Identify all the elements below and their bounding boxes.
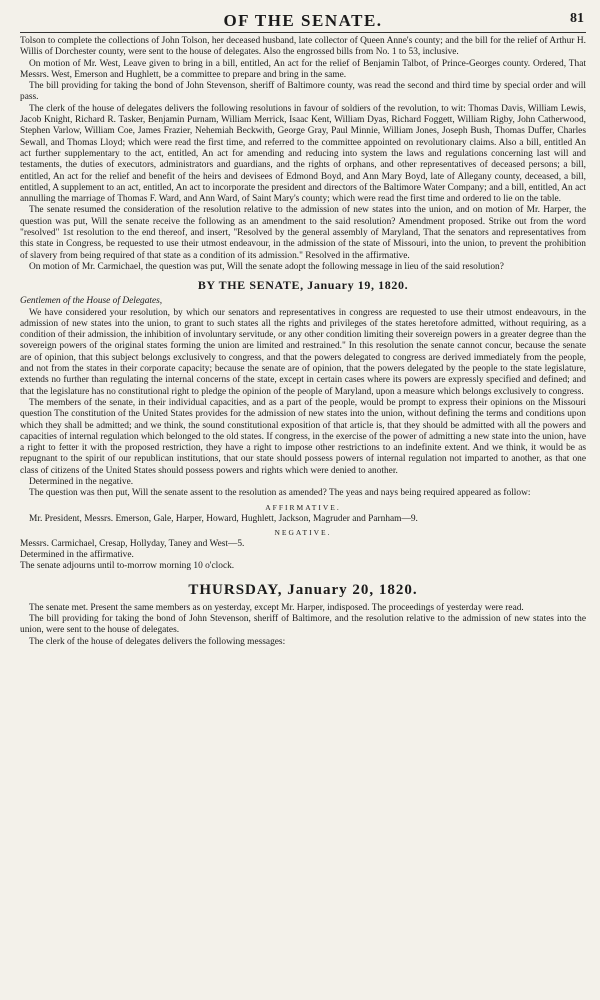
paragraph: The clerk of the house of delegates delivers the following resolutions in favour of soldiers of the revolution, to wit: Thomas Davis, William Lewis, Jacob Knight, Richard R. Tasker, Benjamin Purnam, William Merrick, Isaac Kent, William Dyas, Richard Foggett, William Rigby, John Catherwood, Stephen Varlow, William Coe, James Frazier, Nehemiah Beckwith, George Gray, Paul Minnie, William Jones, Joseph Bush, Thomas Duffer, Charles Sewall, and Thomas Lloyd; which were read the first time, and referred to the committee appointed on revolutionary claims. Also a bill, entitled An act further supplementary to the act, entitled, An act for amending and reducing into system the laws and regulations concerning last will and testaments, the duties of executors, administrators and guardians, and the rights of orphans, and other representatives of deceased persons; a bill, entitled, An act for the relief and benefit of the heirs and devisees of Edmond Boyd, and Ann Mary Boyd, late of Allegany county, deceased, a bill, entitled, A supplement to an act, entitled, An act to incorporate the president and directors of the Baltimore Water Company; and a bill, entitled, An act annulling the marriage of Thomas F. Ward, and Ann Ward, of Saint Mary's county; which were read the first time and ordered to lie on the table.	[20, 103, 586, 205]
paragraph: The senate resumed the consideration of the resolution relative to the admission of new states into the union, and on motion of Mr. Harper, the question was put, Will the senate receive the following as an amendment to the said resolution? Amendment proposed. Strike out from the word "resolved" 1st resolution to the end thereof, and insert, "Resolved by the general assembly of Maryland, That the senators and representatives from this state in Congress, be requested to use their utmost endeavour, in the admission of the state of Missouri, into the union, to prevent the prohibition of slavery from being required of that state as a condition of its admission." Resolved in the affirmative.	[20, 205, 586, 261]
negative-label: NEGATIVE.	[274, 527, 332, 537]
section-heading: THURSDAY, January 20, 1820.	[188, 581, 418, 598]
page-header	[20, 8, 586, 33]
page-number: 81	[570, 11, 584, 26]
paragraph: The members of the senate, in their individual capacities, and as a part of the people, would be prompt to express their opinions on the Missouri question The constitution of the United States provides for the admission of new states into the union, without defining the terms and conditions upon which they shall be admitted; and we think, the sound constitutional exposition of that article is, that they should be admitted with all the powers and capacities of internal regulation which belonged to the old states. If congress, in the exercise of the power of admitting a new state into the union, have a right to fetter it with the proposed restriction, they have a right to impose other restrictions to an indefinite extent. And we think, it would be as repugnant to the spirit of our republican institutions, that our state should possess powers of internal regulation not imparted to another, as that one class of citizens of the United States should possess powers and rights which were denied to another.	[20, 397, 586, 476]
affirmative-names: Mr. President, Messrs. Emerson, Gale, Harper, Howard, Hughlett, Jackson, Magruder and Parnham—9.	[29, 513, 418, 524]
paragraph: The question was then put, Will the senate assent to the resolution as amended? The yeas and nays being required appeared as follow:	[29, 488, 531, 499]
running-head: OF THE SENATE.	[223, 11, 383, 30]
journal-body	[20, 36, 586, 648]
paragraph: On motion of Mr. West, Leave given to bring in a bill, entitled, An act for the relief of Benjamin Talbot, of Prince-Georges county. Ordered, That Messrs. West, Emerson and Hughlett, be a committee to prepare and bring in the same.	[20, 58, 586, 80]
paragraph: We have considered your resolution, by which our senators and representatives in congress are requested to use their utmost endeavours, in the admission of new states into the union, to grant to such states all the rights and privileges of the states heretofore admitted, without requiring, as a condition of their admission, the inhibition of involuntary servitude, or any other condition limiting their sovereign powers in a greater degree than the sovereign powers of the original states forming the union are limited and restrained." In this resolution the senate cannot concur, because the senate are of opinion, that this subject belongs exclusively to congress, and that the powers delegated to congress are derived immediately from the people, and not from the states in their corporate capacity; because the senate are of opinion, that the powers delegated by the people to the state legislature, extends no further than regulating the internal concerns of the state, except in certain cases where its powers are expressly specified and defined; and that the legislature has no constitutional right to pledge the opinion of the people of Maryland, upon a measure which belongs exclusively to congress.	[20, 307, 586, 397]
vote-result: Determined in the affirmative.	[20, 550, 134, 561]
paragraph: The clerk of the house of delegates delivers the following messages:	[29, 636, 286, 647]
negative-names: Messrs. Carmichael, Cresap, Hollyday, Taney and West—5.	[20, 538, 245, 549]
vote-block	[20, 503, 586, 573]
section-heading: BY THE SENATE, January 19, 1820.	[197, 278, 409, 293]
affirmative-label: AFFIRMATIVE.	[265, 502, 341, 512]
paragraph: Tolson to complete the collections of John Tolson, her deceased husband, late collector of Queen Anne's county; and the bill for the relief of Arthur H. Willis of Dorchester county, were sent to the house of delegates. Also the engrossed bills from No. 1 to 53, inclusive.	[20, 36, 586, 58]
paragraph: The bill providing for taking the bond of John Stevenson, sheriff of Baltimore county, was read the second and third time by special order and will pass.	[20, 81, 586, 103]
paragraph: On motion of Mr. Carmichael, the question was put, Will the senate adopt the following message in lieu of the said resolution?	[29, 261, 504, 272]
paragraph: The bill providing for taking the bond of John Stevenson, sheriff of Baltimore, and the resolution relative to the admission of new states into the union, were sent to the house of delegates.	[20, 614, 586, 636]
paragraph: The senate met. Present the same members as on yesterday, except Mr. Harper, indisposed. The proceedings of yesterday were read.	[29, 602, 524, 613]
paragraph: Determined in the negative.	[29, 476, 134, 487]
message-address: Gentlemen of the House of Delegates,	[20, 296, 163, 307]
adjournment-note: The senate adjourns until to-morrow morning 10 o'clock.	[20, 561, 235, 572]
